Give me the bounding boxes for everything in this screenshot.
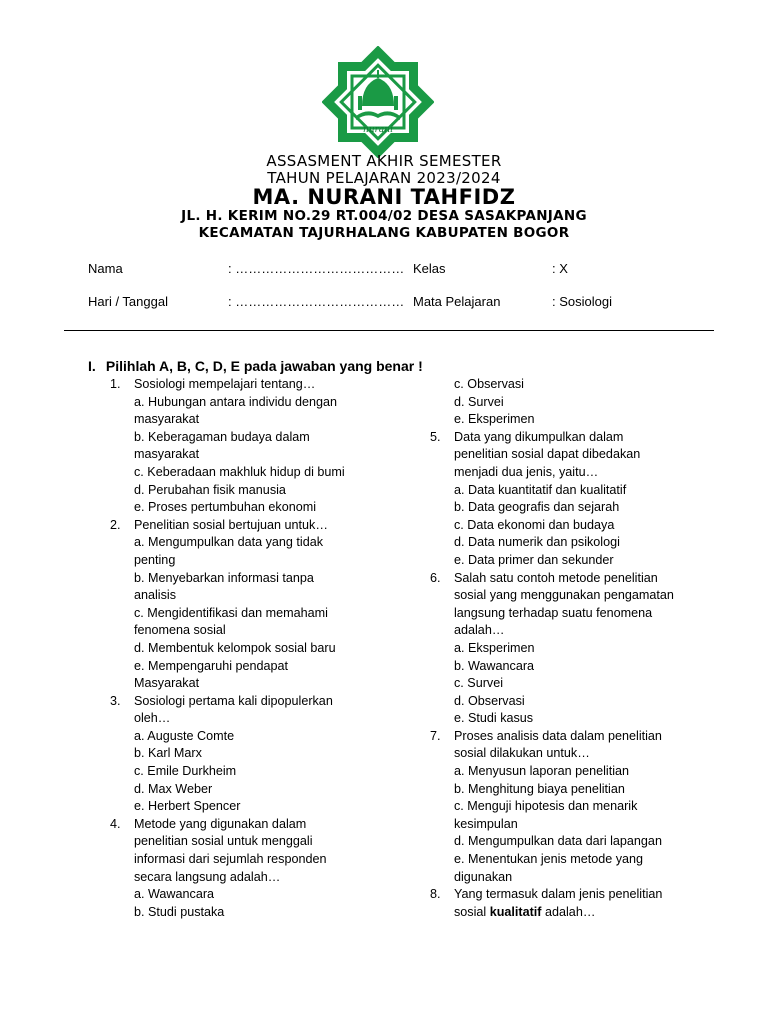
school-address-line1: JL. H. KERIM NO.29 RT.004/02 DESA SASAKPANJANG [181,208,587,224]
answer-option: e. Studi kasus [454,711,534,726]
answer-option: masyarakat [134,412,200,427]
answer-option: c. Data ekonomi dan budaya [454,517,615,532]
school-name: MA. NURANI TAHFIDZ [252,185,516,209]
answer-option: b. Wawancara [454,658,535,673]
question-number: 2. [110,517,121,532]
answer-option: masyarakat [134,447,200,462]
question-6 [430,570,690,640]
answer-option: a. Auguste Comte [134,728,235,743]
hari-tanggal-value: : ………………………………… [228,294,405,309]
answer-option: c. Emile Durkheim [134,764,237,779]
answer-option: a. Wawancara [134,887,215,902]
answer-option: b. Karl Marx [134,746,202,761]
kelas-value: : X [552,261,568,276]
answer-option: b. Studi pustaka [134,904,225,919]
question-text-line: Sosiologi pertama kali dipopulerkan [134,693,333,708]
answer-option: penting [134,552,176,567]
question-number: 5. [430,429,441,444]
question-4 [110,816,360,886]
question-text-line: sosial yang menggunakan pengamatan [454,588,674,603]
answer-option: digunakan [454,869,513,884]
answer-option: b. Menghitung biaya penelitian [454,781,625,796]
answer-option: b. Keberagaman budaya dalam [134,429,310,444]
question-number: 4. [110,816,121,831]
answer-option: c. Menguji hipotesis dan menarik [454,799,638,814]
question-text-line: Data yang dikumpulkan dalam [454,429,624,444]
question-text-line: Metode yang digunakan dalam [134,816,307,831]
question-text-line: informasi dari sejumlah responden [134,852,327,867]
question-text-line: adalah… [454,623,505,638]
answer-option: a. Eksperimen [454,640,535,655]
question-text-line: Proses analisis data dalam penelitian [454,728,662,743]
answer-option: d. Data numerik dan psikologi [454,535,620,550]
question-text-line: Penelitian sosial bertujuan untuk… [134,517,328,532]
question-number: 3. [110,693,121,708]
answer-option: d. Observasi [454,693,525,708]
mata-pelajaran-value: : Sosiologi [552,294,612,309]
question-number: 8. [430,887,441,902]
question-text-line: penelitian sosial untuk menggali [134,834,313,849]
answer-option: analisis [134,588,176,603]
header-divider [64,330,714,331]
question-1 [110,376,360,394]
hari-tanggal-label: Hari / Tanggal [88,294,168,309]
answer-option: d. Perubahan fisik manusia [134,482,286,497]
section-number: I. [88,358,96,374]
right-question-column [430,376,690,921]
question-text-line: menjadi dua jenis, yaitu… [454,464,599,479]
question-text-line: Sosiologi mempelajari tentang… [134,377,316,391]
question-3 [110,693,360,728]
left-question-column [110,376,360,921]
question-2 [110,517,360,535]
keyword-kualitatif: kualitatif [489,904,542,919]
question-text-line: sosial dilakukan untuk… [454,746,590,761]
answer-option: e. Herbert Spencer [134,799,241,814]
answer-option: e. Proses pertumbuhan ekonomi [134,500,317,515]
answer-option: a. Data kuantitatif dan kualitatif [454,482,627,497]
answer-option: d. Mengumpulkan data dari lapangan [454,834,662,849]
question-text-line: Yang termasuk dalam jenis penelitian [454,887,663,902]
school-address-line2: KECAMATAN TAJURHALANG KABUPATEN BOGOR [198,225,570,241]
academic-year: TAHUN PELAJARAN 2023/2024 [267,169,501,187]
section-heading [88,358,423,374]
mata-pelajaran-label: Mata Pelajaran [413,294,501,309]
answer-option: fenomena sosial [134,623,226,638]
nama-value: : ………………………………… [228,261,405,276]
question-number: 7. [430,728,441,743]
question-text-line: penelitian sosial dapat dibedakan [454,447,641,462]
answer-option: d. Max Weber [134,781,213,796]
answer-option: a. Menyusun laporan penelitian [454,764,630,779]
answer-option: c. Keberadaan makhluk hidup di bumi [134,464,345,479]
question-text-line: langsung terhadap suatu fenomena [454,605,653,620]
question-text-line: secara langsung adalah… [134,869,281,884]
q4-option-e: e. Eksperimen [454,412,535,427]
answer-option: b. Data geografis dan sejarah [454,500,620,515]
svg-text:nurani: nurani [363,125,393,135]
answer-option: c. Survei [454,676,503,691]
school-logo [322,46,434,158]
answer-option: c. Mengidentifikasi dan memahami [134,605,328,620]
exam-title: ASSASMENT AKHIR SEMESTER [266,152,502,170]
answer-option: d. Membentuk kelompok sosial baru [134,640,336,655]
answer-option: e. Menentukan jenis metode yang [454,852,644,867]
answer-option: kesimpulan [454,816,518,831]
question-5 [430,429,690,482]
question-7 [430,728,690,763]
q4-option-c: c. Observasi [454,377,524,391]
nama-label: Nama [88,261,123,276]
question-number: 1. [110,377,121,391]
answer-option: b. Menyebarkan informasi tanpa [134,570,314,585]
answer-option: a. Mengumpulkan data yang tidak [134,535,324,550]
answer-option: e. Data primer dan sekunder [454,552,614,567]
q4-option-d: d. Survei [454,394,504,409]
question-text-line: oleh… [134,711,171,726]
section-instruction: Pilihlah A, B, C, D, E pada jawaban yang benar ! [105,358,423,374]
question-8 [430,886,690,921]
answer-option: Masyarakat [134,676,200,691]
answer-option: a. Hubungan antara individu dengan [134,394,338,409]
kelas-label: Kelas [413,261,446,276]
question-text-line: sosial kualitatif adalah… [454,904,596,919]
question-number: 6. [430,570,441,585]
answer-option: e. Mempengaruhi pendapat [134,658,289,673]
question-text-line: Salah satu contoh metode penelitian [454,570,658,585]
